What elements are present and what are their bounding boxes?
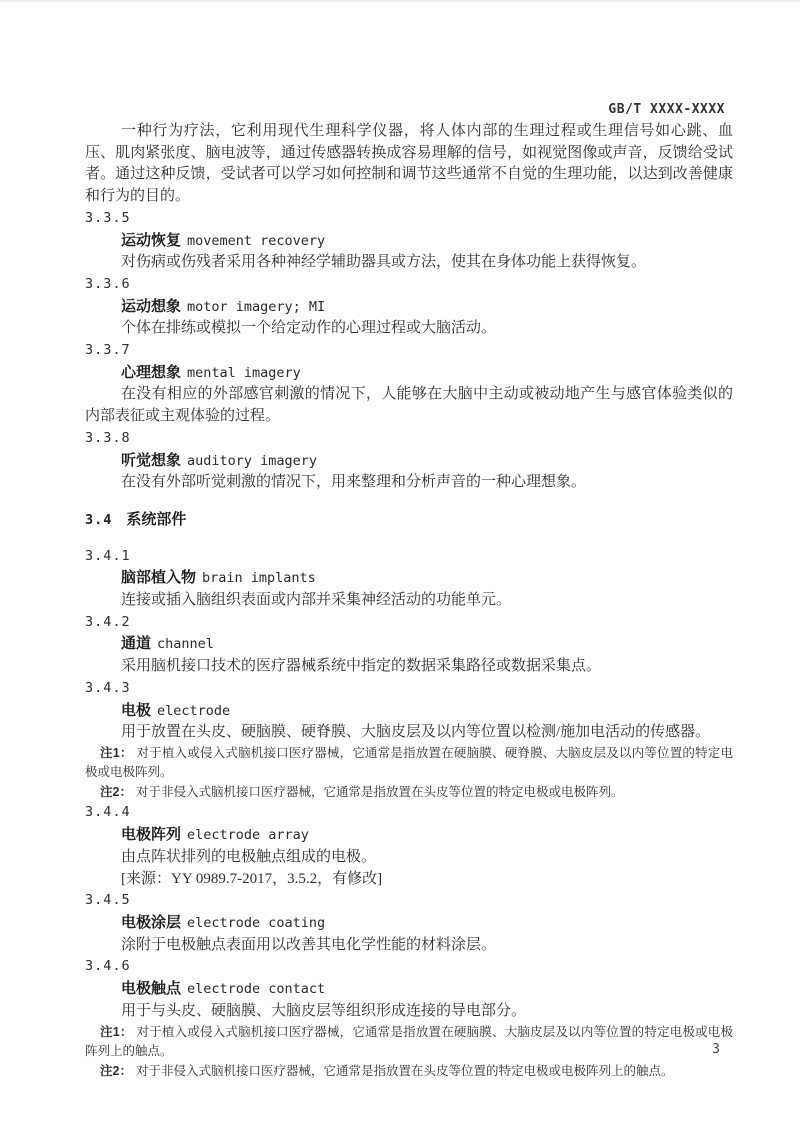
term-chinese: 电极 bbox=[121, 701, 152, 719]
term-english: electrode array bbox=[187, 827, 309, 844]
clause-number: 3.4.2 bbox=[85, 613, 131, 630]
term-line bbox=[85, 230, 733, 253]
term-line bbox=[85, 362, 733, 385]
term-chinese: 脑部植入物 bbox=[121, 569, 197, 587]
term-chinese: 通道 bbox=[121, 635, 152, 653]
term-definition: 连接或插入脑组织表面或内部并采集神经活动的功能单元。 bbox=[121, 592, 512, 609]
clause-number: 3.4.1 bbox=[85, 547, 131, 564]
term-line bbox=[85, 824, 733, 847]
page-number: 3 bbox=[712, 1042, 720, 1057]
section-heading bbox=[85, 509, 733, 532]
term-definition: 对伤病或伤残者采用各种神经学辅助器具或方法，使其在身体功能上获得恢复。 bbox=[121, 254, 647, 271]
term-english: channel bbox=[157, 636, 214, 653]
term-line bbox=[85, 633, 733, 656]
note bbox=[85, 1023, 733, 1062]
term-line bbox=[85, 912, 733, 935]
term-chinese: 运动想象 bbox=[121, 297, 182, 315]
note bbox=[85, 1062, 733, 1082]
clause-number: 3.3.5 bbox=[85, 209, 131, 226]
note-label: 注2： bbox=[100, 784, 132, 799]
clause-number: 3.4.5 bbox=[85, 892, 131, 909]
term-line bbox=[85, 567, 733, 590]
note-text: 对于植入或侵入式脑机接口医疗器械，它通常是指放置在硬脑膜、硬脊膜、大脑皮层及以内等位置的特定电极或电极阵列。 bbox=[85, 745, 733, 780]
term-line bbox=[85, 296, 733, 319]
term-chinese: 心理想象 bbox=[121, 363, 182, 381]
term-english: electrode coating bbox=[187, 915, 326, 931]
term-english: motor imagery; MI bbox=[187, 298, 326, 315]
clause-number: 3.4.4 bbox=[85, 804, 131, 821]
term-definition: 采用脑机接口技术的医疗器械系统中指定的数据采集路径或数据采集点。 bbox=[121, 658, 602, 675]
note-text: 对于非侵入式脑机接口医疗器械，它通常是指放置在头皮等位置的特定电极或电极阵列上的触点。 bbox=[135, 1063, 674, 1078]
note-label: 注1： bbox=[100, 745, 133, 760]
term-definition: 在没有外部听觉刺激的情况下，用来整理和分析声音的一种心理想象。 bbox=[121, 474, 587, 491]
term-english: electrode contact bbox=[187, 981, 326, 998]
document-body bbox=[85, 121, 733, 1081]
term-english: movement recovery bbox=[187, 232, 326, 249]
term-line bbox=[85, 978, 733, 1001]
note bbox=[85, 783, 733, 803]
term-line bbox=[85, 700, 733, 723]
clause-number: 3.3.7 bbox=[85, 342, 131, 359]
term-definition: 个体在排练或模拟一个给定动作的心理过程或大脑活动。 bbox=[121, 320, 497, 337]
note-label: 注2： bbox=[100, 1063, 132, 1078]
term-chinese: 电极阵列 bbox=[121, 826, 182, 844]
clause-number: 3.4.6 bbox=[85, 958, 131, 975]
term-english: auditory imagery bbox=[187, 452, 318, 469]
term-definition: 由点阵状排列的电极触点组成的电极。 bbox=[121, 848, 377, 865]
term-definition: 用于与头皮、硬脑膜、大脑皮层等组织形成连接的导电部分。 bbox=[121, 1002, 527, 1019]
source-ref: [来源：YY 0989.7-2017，3.5.2，有修改] bbox=[121, 870, 383, 887]
term-definition: 在没有相应的外部感官刺激的情况下，人能够在大脑中主动或被动地产生与感官体验类似的内部表征或主观体验的过程。 bbox=[85, 386, 733, 425]
body-paragraph: 一种行为疗法，它利用现代生理科学仪器，将人体内部的生理过程或生理信号如心跳、血压、肌肉紧张度、脑电波等，通过传感器转换成容易理解的信号，如视觉图像或声音，反馈给受试者。通过这种反馈，受试者可以学习如何控制和调节这些通常不自觉的生理功能，以达到改善健康和行为的目的。 bbox=[85, 123, 733, 205]
term-chinese: 运动恢复 bbox=[121, 231, 182, 249]
note-text: 对于非侵入式脑机接口医疗器械，它通常是指放置在头皮等位置的特定电极或电极阵列。 bbox=[135, 784, 624, 799]
document-header-code: GB/T XXXX-XXXX bbox=[608, 102, 725, 117]
clause-number: 3.3.6 bbox=[85, 275, 131, 292]
note bbox=[85, 744, 733, 783]
section-number: 3.4 bbox=[85, 511, 113, 528]
note-text: 对于植入或侵入式脑机接口医疗器械，它通常是指放置在硬脑膜、大脑皮层及以内等位置的特定电极或电极阵列上的触点。 bbox=[85, 1024, 733, 1059]
note-label: 注1： bbox=[100, 1024, 133, 1039]
term-definition: 用于放置在头皮、硬脑膜、硬脊膜、大脑皮层及以内等位置以检测/施加电活动的传感器。 bbox=[121, 724, 711, 741]
term-definition: 涂附于电极触点表面用以改善其电化学性能的材料涂层。 bbox=[121, 936, 497, 953]
term-line bbox=[85, 450, 733, 473]
clause-number: 3.3.8 bbox=[85, 429, 131, 446]
term-chinese: 电极涂层 bbox=[121, 914, 182, 931]
term-english: brain implants bbox=[202, 570, 316, 587]
term-english: mental imagery bbox=[187, 364, 301, 381]
section-title: 系统部件 bbox=[126, 510, 187, 528]
clause-number: 3.4.3 bbox=[85, 679, 131, 696]
term-chinese: 电极触点 bbox=[121, 980, 182, 998]
term-english: electrode bbox=[157, 702, 231, 719]
term-chinese: 听觉想象 bbox=[121, 451, 182, 469]
